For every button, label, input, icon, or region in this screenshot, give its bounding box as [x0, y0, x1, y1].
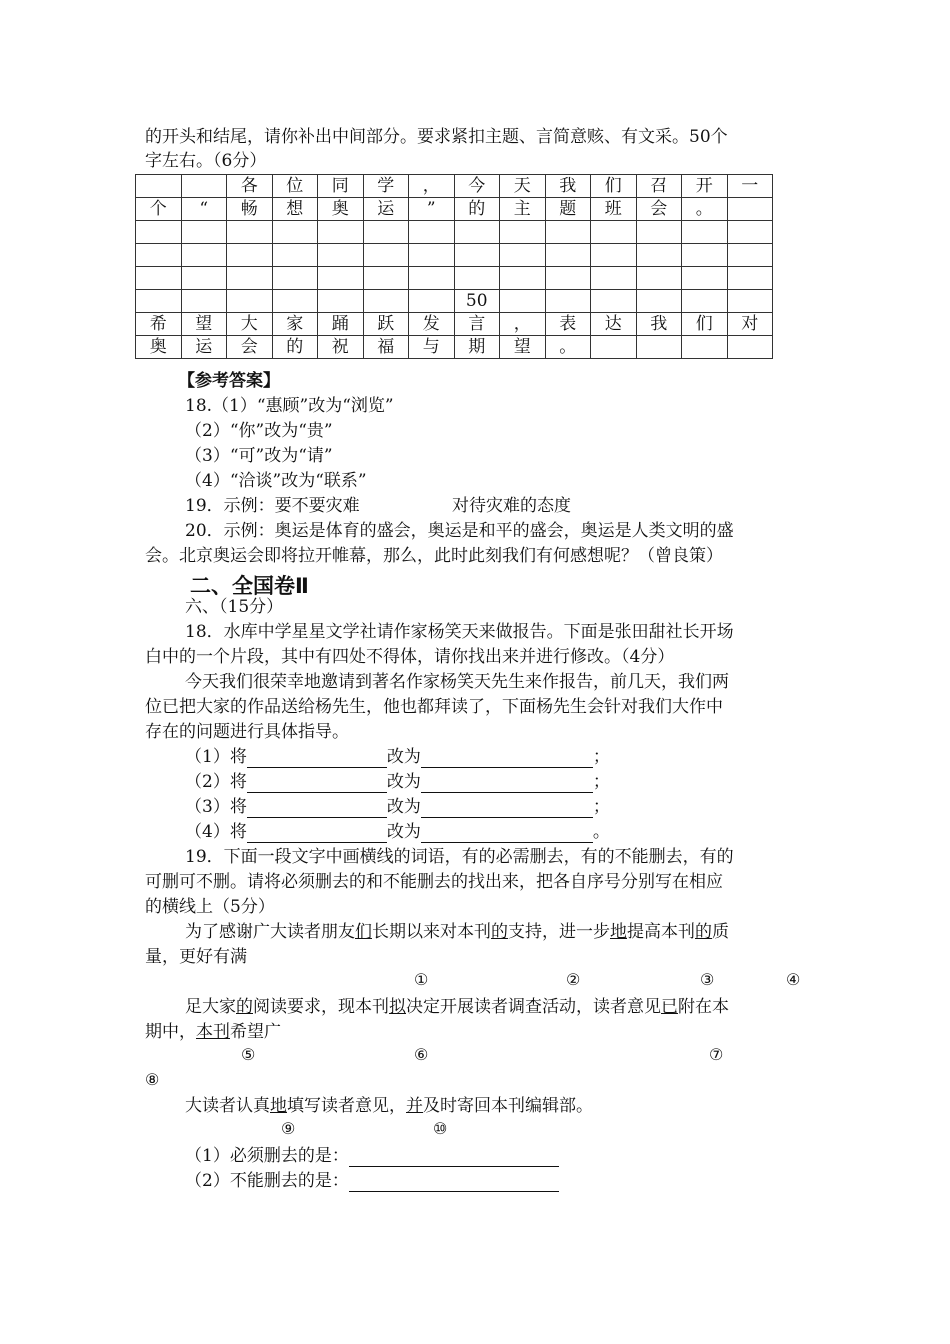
grid-cell	[318, 290, 364, 313]
answer-19-a: 19．示例：要不要灾难	[185, 496, 360, 516]
grid-cell	[727, 244, 773, 267]
section-title: 二、全国卷Ⅱ	[190, 574, 309, 598]
grid-cell: 运	[363, 198, 409, 221]
part-label: 六、（15分）	[185, 597, 284, 617]
grid-cell: 们	[682, 313, 728, 336]
writing-grid	[135, 174, 773, 359]
fill-row: （4）将 改为 。	[185, 822, 610, 842]
grid-cell	[181, 290, 227, 313]
grid-cell: 。	[545, 336, 591, 359]
grid-cell	[454, 267, 500, 290]
grid-cell: 期	[454, 336, 500, 359]
grid-cell	[682, 267, 728, 290]
passage-line-1: 今天我们很荣幸地邀请到著名作家杨笑天先生来作报告，前几天，我们两	[185, 672, 729, 692]
grid-cell: 各	[227, 175, 273, 198]
grid-cell: 位	[272, 175, 318, 198]
grid-cell: 开	[682, 175, 728, 198]
answer-blank[interactable]	[349, 1173, 559, 1192]
grid-cell: 主	[500, 198, 546, 221]
grid-cell	[409, 244, 455, 267]
grid-cell: ，	[500, 313, 546, 336]
intro-line-2: 字左右。（6分）	[145, 151, 267, 171]
grid-cell	[682, 336, 728, 359]
answer-blank[interactable]	[247, 799, 387, 818]
answer-blank[interactable]	[421, 799, 593, 818]
fill-row: （3）将 改为 ；	[185, 797, 610, 817]
grid-cell: 奥	[136, 336, 182, 359]
circled-number: ⑨	[281, 1119, 296, 1138]
answer-18-1: 18.（1）“惠顾”改为“浏览”	[185, 396, 394, 416]
grid-cell: 一	[727, 175, 773, 198]
grid-cell: 畅	[227, 198, 273, 221]
grid-cell	[318, 267, 364, 290]
grid-cell	[181, 267, 227, 290]
grid-cell: 学	[363, 175, 409, 198]
grid-cell	[500, 221, 546, 244]
grid-cell	[454, 221, 500, 244]
grid-cell: 题	[545, 198, 591, 221]
grid-cell	[591, 336, 637, 359]
grid-cell	[227, 267, 273, 290]
grid-cell	[136, 244, 182, 267]
grid-cell: 大	[227, 313, 273, 336]
grid-row	[136, 267, 773, 290]
grid-cell: 家	[272, 313, 318, 336]
grid-cell	[727, 198, 773, 221]
grid-cell	[363, 267, 409, 290]
answer-blank[interactable]	[421, 824, 593, 843]
grid-cell	[227, 221, 273, 244]
grid-cell: 踊	[318, 313, 364, 336]
grid-cell: 发	[409, 313, 455, 336]
grid-cell: 想	[272, 198, 318, 221]
grid-cell: 同	[318, 175, 364, 198]
grid-cell	[636, 244, 682, 267]
q19-line-3: 的横线上（5分）	[145, 897, 275, 917]
grid-cell	[318, 244, 364, 267]
grid-cell	[591, 244, 637, 267]
grid-cell: 祝	[318, 336, 364, 359]
grid-cell	[636, 267, 682, 290]
grid-cell: 召	[636, 175, 682, 198]
grid-cell: 表	[545, 313, 591, 336]
sentence-line-2-end: 期中，本刊希望广	[145, 1022, 281, 1042]
answer-blank[interactable]	[421, 774, 593, 793]
circled-number: ①	[414, 970, 429, 989]
grid-cell	[272, 244, 318, 267]
grid-cell: “	[181, 198, 227, 221]
grid-cell	[136, 221, 182, 244]
grid-cell: ，	[409, 175, 455, 198]
answer-blank[interactable]	[247, 749, 387, 768]
grid-cell	[272, 221, 318, 244]
grid-cell	[409, 267, 455, 290]
circled-number: ⑦	[709, 1045, 724, 1064]
passage-line-3: 存在的问题进行具体指导。	[145, 722, 349, 742]
grid-cell	[591, 267, 637, 290]
grid-cell	[727, 221, 773, 244]
grid-cell	[363, 221, 409, 244]
fill-row: （1）将 改为 ；	[185, 747, 610, 767]
grid-cell	[591, 221, 637, 244]
grid-cell	[363, 244, 409, 267]
grid-cell: 望	[500, 336, 546, 359]
q18-line-2: 白中的一个片段，其中有四处不得体，请你找出来并进行修改。（4分）	[145, 647, 675, 667]
answer-blank[interactable]	[247, 774, 387, 793]
grid-row	[136, 175, 773, 198]
q19-line-1: 19．下面一段文字中画横线的词语，有的必需删去，有的不能删去，有的	[185, 847, 734, 867]
grid-cell	[500, 267, 546, 290]
grid-cell	[181, 175, 227, 198]
answer-19-b: 对待灾难的态度	[452, 496, 571, 516]
grid-cell: 。	[682, 198, 728, 221]
grid-cell	[363, 290, 409, 313]
grid-cell	[318, 221, 364, 244]
grid-row	[136, 244, 773, 267]
grid-cell: ”	[409, 198, 455, 221]
grid-cell	[636, 336, 682, 359]
grid-cell: 我	[636, 313, 682, 336]
answer-18-3: （3）“可”改为“请”	[185, 446, 333, 466]
grid-cell	[409, 221, 455, 244]
grid-cell	[272, 267, 318, 290]
grid-cell: 对	[727, 313, 773, 336]
grid-cell	[682, 221, 728, 244]
grid-cell	[636, 290, 682, 313]
grid-cell	[227, 244, 273, 267]
grid-cell: 们	[591, 175, 637, 198]
fill-row: （2）将 改为 ；	[185, 772, 610, 792]
grid-cell	[727, 290, 773, 313]
grid-cell: 的	[454, 198, 500, 221]
grid-cell: 天	[500, 175, 546, 198]
grid-cell: 的	[272, 336, 318, 359]
sentence-line-1-end: 量，更好有满	[145, 947, 247, 967]
grid-cell	[682, 244, 728, 267]
grid-row	[136, 221, 773, 244]
grid-cell: 言	[454, 313, 500, 336]
grid-cell: 运	[181, 336, 227, 359]
grid-cell	[545, 267, 591, 290]
grid-cell: 今	[454, 175, 500, 198]
grid-cell	[227, 290, 273, 313]
answer-blank[interactable]	[421, 749, 593, 768]
grid-cell	[500, 290, 546, 313]
grid-cell: 希	[136, 313, 182, 336]
grid-cell	[136, 267, 182, 290]
q18-line-1: 18．水库中学星星文学社请作家杨笑天来做报告。下面是张田甜社长开场	[185, 622, 734, 642]
grid-cell	[727, 267, 773, 290]
circled-number: ⑧	[145, 1070, 160, 1089]
answer-18-2: （2）“你”改为“贵”	[185, 421, 333, 441]
circled-number: ⑩	[433, 1119, 448, 1138]
grid-cell	[636, 221, 682, 244]
grid-cell	[272, 290, 318, 313]
answer-blank[interactable]	[247, 824, 387, 843]
grid-cell	[136, 290, 182, 313]
circled-number: ③	[700, 970, 715, 989]
grid-cell: 个	[136, 198, 182, 221]
grid-cell: 奥	[318, 198, 364, 221]
grid-cell	[682, 290, 728, 313]
grid-cell: 我	[545, 175, 591, 198]
circled-number: ④	[786, 970, 801, 989]
grid-cell: 跃	[363, 313, 409, 336]
grid-cell	[181, 244, 227, 267]
grid-cell	[545, 221, 591, 244]
grid-row	[136, 290, 773, 313]
passage-line-2: 位已把大家的作品送给杨先生，他也都拜读了，下面杨先生会针对我们大作中	[145, 697, 723, 717]
answer-20-line-1: 20．示例：奥运是体育的盛会，奥运是和平的盛会，奥运是人类文明的盛	[185, 521, 734, 541]
answer-20-line-2: 会。北京奥运会即将拉开帷幕，那么，此时此刻我们有何感想呢？（曾良策）	[145, 546, 723, 566]
grid-cell	[545, 290, 591, 313]
sentence-line-2: 足大家的阅读要求，现本刊拟决定开展读者调查活动，读者意见已附在本	[185, 997, 729, 1017]
grid-cell: 会	[227, 336, 273, 359]
grid-row	[136, 198, 773, 221]
grid-cell: 班	[591, 198, 637, 221]
grid-cell	[136, 175, 182, 198]
grid-cell	[500, 244, 546, 267]
grid-cell: 福	[363, 336, 409, 359]
grid-cell: 达	[591, 313, 637, 336]
grid-cell: 会	[636, 198, 682, 221]
circled-number: ⑤	[241, 1045, 256, 1064]
grid-row	[136, 313, 773, 336]
q19-line-2: 可删可不删。请将必须删去的和不能删去的找出来，把各自序号分别写在相应	[145, 872, 723, 892]
answer-must-delete: （1）必须删去的是：	[185, 1145, 559, 1167]
answer-cannot-delete: （2）不能删去的是：	[185, 1170, 559, 1192]
intro-line-1: 的开头和结尾，请你补出中间部分。要求紧扣主题、言简意赅、有文采。50个	[145, 127, 728, 147]
grid-cell	[181, 221, 227, 244]
grid-cell	[545, 244, 591, 267]
circled-number: ⑥	[414, 1045, 429, 1064]
grid-cell: 50	[454, 290, 500, 313]
answer-18-4: （4）“洽谈”改为“联系”	[185, 471, 367, 491]
grid-cell: 望	[181, 313, 227, 336]
grid-row	[136, 336, 773, 359]
circled-number: ②	[566, 970, 581, 989]
grid-cell	[591, 290, 637, 313]
sentence-line-3: 大读者认真地填写读者意见，并及时寄回本刊编辑部。	[185, 1096, 593, 1116]
sentence-line-1: 为了感谢广大读者朋友们长期以来对本刊的支持，进一步地提高本刊的质	[185, 922, 729, 942]
answer-heading: 【参考答案】	[178, 371, 280, 391]
grid-cell	[727, 336, 773, 359]
grid-cell	[409, 290, 455, 313]
answer-blank[interactable]	[349, 1148, 559, 1167]
grid-cell	[454, 244, 500, 267]
grid-cell: 与	[409, 336, 455, 359]
